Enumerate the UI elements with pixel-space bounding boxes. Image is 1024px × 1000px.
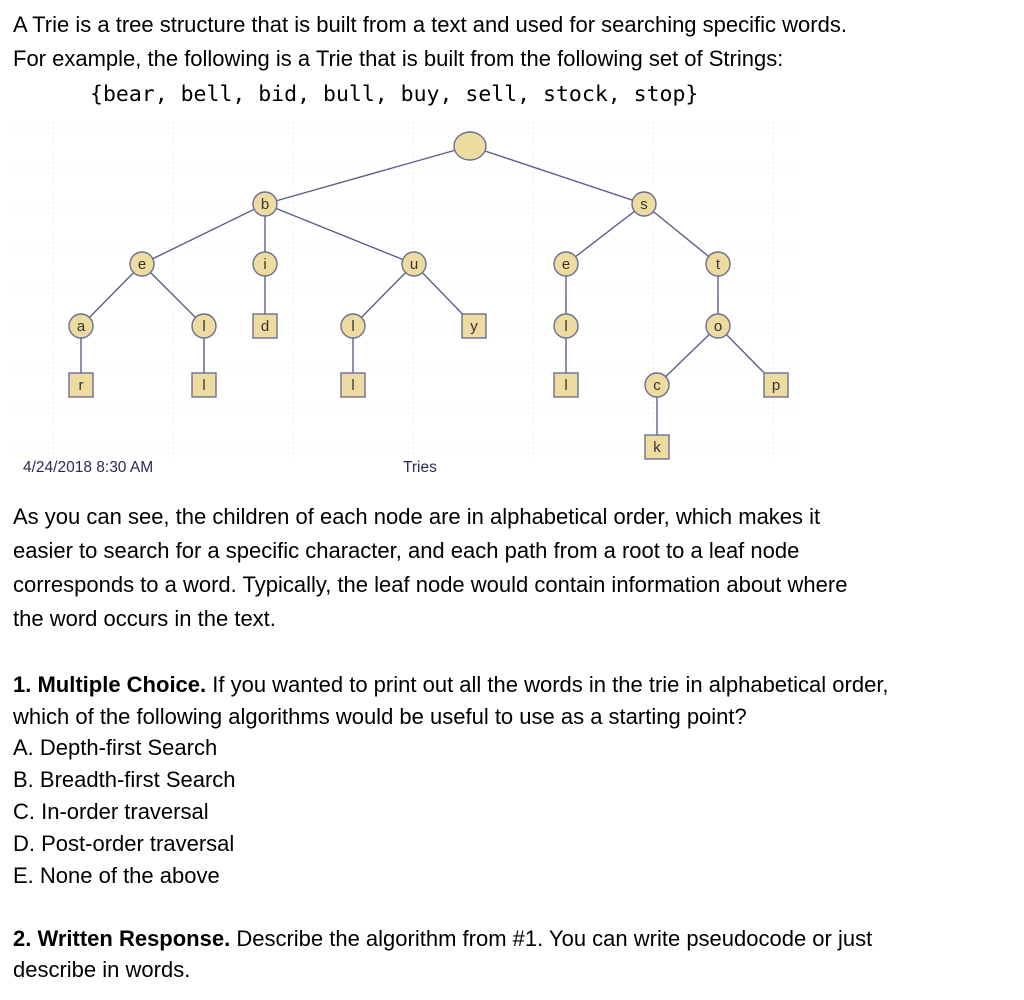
question-2-text: Describe the algorithm from #1. You can write pseudocode or just: [230, 926, 873, 951]
svg-text:b: b: [260, 196, 270, 213]
paragraph-line-1: As you can see, the children of each node are in alphabetical order, which makes it: [13, 504, 821, 529]
node-b: [253, 192, 277, 216]
svg-text:u: u: [409, 256, 419, 273]
svg-text:k: k: [653, 439, 661, 456]
leaf-y: [462, 314, 486, 338]
node-t: [706, 252, 730, 276]
intro-line-1: A Trie is a tree structure that is built from a text and used for searching specific words.: [13, 12, 847, 37]
option-a: A. Depth-first Search: [13, 735, 218, 760]
option-d: D. Post-order traversal: [13, 831, 235, 856]
gridlines: [13, 122, 803, 462]
question-2-title: 2. Written Response.: [13, 926, 231, 951]
svg-text:a: a: [76, 318, 86, 335]
node-l-bul: [341, 314, 365, 338]
node-c: [645, 373, 669, 397]
intro-line-2: For example, the following is a Trie that is built from the following set of Strings:: [13, 46, 784, 71]
node-l-bel: [192, 314, 216, 338]
svg-text:l: l: [351, 318, 355, 335]
question-2-line-2: describe in words.: [13, 957, 191, 982]
question-1-title: 1. Multiple Choice.: [13, 672, 207, 697]
slide-date: 4/24/2018 8:30 AM: [23, 459, 154, 476]
svg-text:d: d: [260, 318, 270, 335]
leaf-r: [69, 373, 93, 397]
question-2-line-1: [13, 922, 872, 956]
node-o: [706, 314, 730, 338]
svg-text:l: l: [202, 318, 206, 335]
leaf-l-bull: [341, 373, 365, 397]
svg-text:r: r: [78, 377, 84, 394]
leaf-l-bell: [192, 373, 216, 397]
node-l-sel: [554, 314, 578, 338]
option-e: E. None of the above: [13, 863, 220, 888]
svg-text:o: o: [713, 318, 723, 335]
paragraph-line-2: easier to search for a specific character, and each path from a root to a leaf node: [13, 538, 800, 563]
question-1-line-2: which of the following algorithms would be useful to use as a starting point?: [13, 704, 747, 729]
root-node: [454, 132, 486, 160]
node-u: [402, 252, 426, 276]
svg-text:l: l: [202, 377, 206, 394]
svg-text:e: e: [561, 256, 571, 273]
svg-text:c: c: [653, 377, 661, 394]
node-a: [69, 314, 93, 338]
paragraph-line-3: corresponds to a word. Typically, the leaf node would contain information about where: [13, 572, 848, 597]
question-1-text: If you wanted to print out all the words in the trie in alphabetical order,: [206, 672, 889, 697]
trie-figure: [13, 122, 803, 478]
option-b: B. Breadth-first Search: [13, 767, 236, 792]
svg-text:l: l: [564, 377, 568, 394]
node-s: [632, 192, 656, 216]
svg-text:s: s: [640, 196, 648, 213]
question-1-line-1: [13, 668, 889, 702]
svg-text:p: p: [771, 377, 781, 394]
trie-nodes: [69, 132, 788, 459]
leaf-l-sell: [554, 373, 578, 397]
node-i: [253, 252, 277, 276]
node-e-be: [130, 252, 154, 276]
svg-text:e: e: [137, 256, 147, 273]
leaf-k: [645, 435, 669, 459]
svg-text:t: t: [715, 256, 721, 273]
leaf-p: [764, 373, 788, 397]
svg-text:y: y: [470, 318, 478, 335]
option-c: C. In-order traversal: [13, 799, 209, 824]
svg-text:l: l: [564, 318, 568, 335]
node-e-se: [554, 252, 578, 276]
trie-edges: [78, 146, 776, 447]
svg-text:l: l: [351, 377, 355, 394]
paragraph-line-4: the word occurs in the text.: [13, 606, 276, 631]
string-set: {bear, bell, bid, bull, buy, sell, stock, stop}: [90, 82, 699, 107]
slide-title: Tries: [403, 459, 437, 476]
leaf-d: [253, 314, 277, 338]
svg-text:i: i: [263, 256, 267, 273]
